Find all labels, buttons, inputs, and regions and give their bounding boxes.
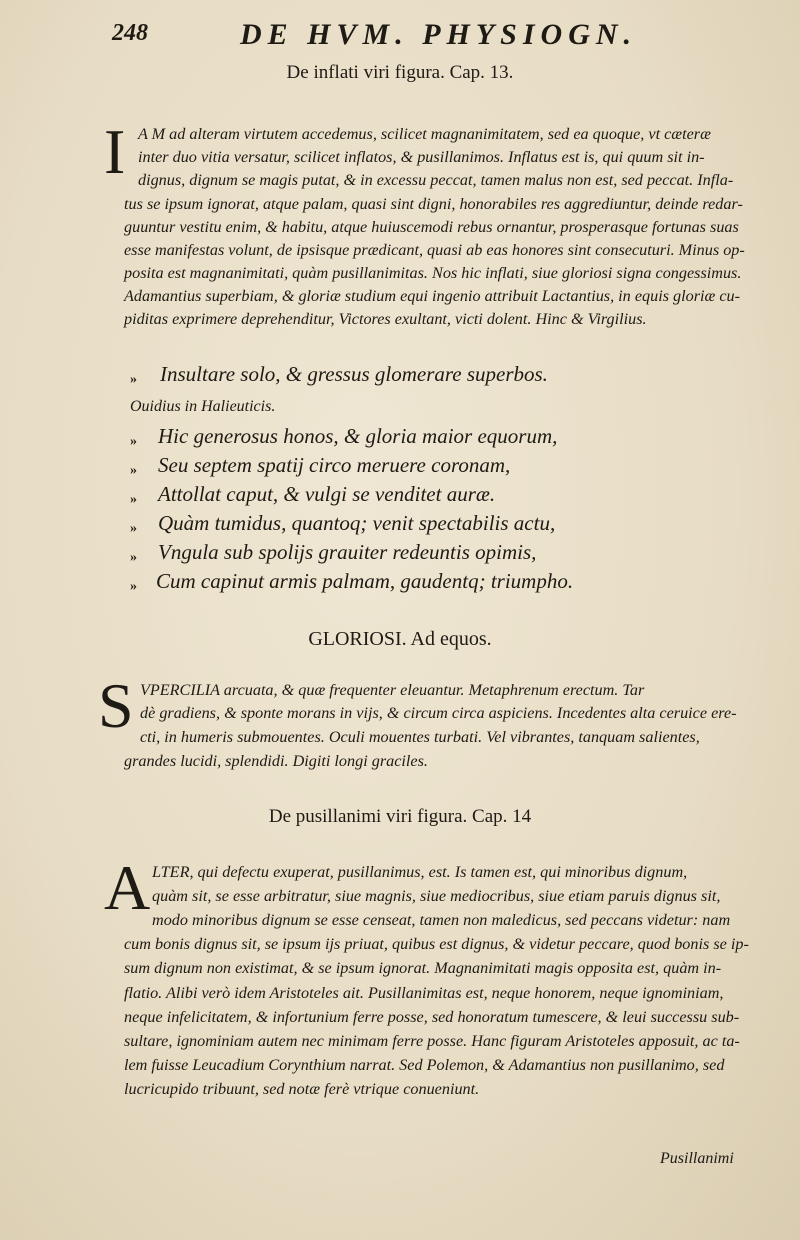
text-line: flatio. Alibi verò idem Aristoteles ait. Pusillanimitas est, neque honorem, neque ignominiam, (124, 984, 724, 1002)
drop-capital: A (104, 852, 151, 923)
verse-line: Quàm tumidus, quantoq; venit spectabilis actu, (158, 511, 556, 535)
catchword: Pusillanimi (660, 1150, 734, 1167)
text-line: LTER, qui defectu exuperat, pusillanimus, est. Is tamen est, qui minoribus dignum, (152, 863, 688, 881)
drop-capital: I (104, 116, 126, 187)
quote-mark: » (130, 492, 137, 507)
verse-line: Seu septem spatij circo meruere coronam, (158, 453, 511, 477)
text-line: sum dignum non existimat, & se ipsum ignorat. Magnanimitati magis opposita est, quàm in- (124, 959, 722, 977)
text-line: neque infelicitatem, & infortunium ferre posse, sed honoratum tumescere, & leui successu sub- (124, 1008, 740, 1026)
text-line: VPERCILIA arcuata, & quæ frequenter eleuantur. Metaphrenum erectum. Tar (140, 681, 645, 699)
text-line: cum bonis dignus sit, se ipsum ijs priuat, quibus est dignus, & videtur peccare, quod bonis se ip- (124, 935, 749, 953)
section-title: GLORIOSI. Ad equos. (308, 628, 492, 650)
quote-mark: » (130, 463, 137, 478)
text-line: dignus, dignum se magis putat, & in excessu peccat, tamen malus non est, sed peccat. Infla- (138, 171, 734, 189)
verse-line: Insultare solo, & gressus glomerare superbos. (160, 362, 548, 386)
page-number: 248 (112, 20, 148, 46)
drop-capital: S (98, 670, 134, 741)
quote-mark: » (130, 579, 137, 594)
quote-mark: » (130, 521, 137, 536)
text-line: A M ad alteram virtutem accedemus, scilicet magnanimitatem, sed ea quoque, vt cæteræ (138, 125, 711, 143)
text-line: guuntur vestitu enim, & habitu, atque huiuscemodi rebus ornantur, prosperasque fortunas suas (124, 218, 739, 236)
chapter-heading: De pusillanimi viri figura. Cap. 14 (268, 806, 532, 827)
text-line: modo minoribus dignum se esse censeat, tamen non maledicus, sed peccans videtur: nam (152, 911, 731, 929)
text-line: cti, in humeris submouentes. Oculi mouentes turbati. Vel vibrantes, tanquam salientes, (140, 728, 700, 746)
text-line: lucricupido tribuunt, sed notæ ferè vtrique conueniunt. (124, 1080, 480, 1098)
verse-line: Cum capinut armis palmam, gaudentq; triumpho. (156, 569, 574, 593)
verse-line: Attollat caput, & vulgi se venditet auræ. (158, 482, 496, 506)
text-line: tus se ipsum ignorat, atque palam, quasi sint digni, honorabiles res aggrediuntur, deinde redar- (124, 195, 743, 213)
running-title: DE HVM. PHYSIOGN. (240, 18, 638, 51)
text-line: posita est magnanimitati, quàm pusillanimitas. Nos hic inflati, siue gloriosi signa congessimus. (124, 264, 742, 282)
text-line: grandes lucidi, splendidi. Digiti longi graciles. (124, 752, 428, 770)
text-line: piditas exprimere deprehenditur, Victores exultant, victi dolent. Hinc & Virgilius. (124, 310, 647, 328)
text-line: Adamantius superbiam, & gloriæ studium equi ingenio attribuit Lactantius, in equis gloriæ cu- (124, 287, 741, 305)
text-line: esse manifestas volunt, de ipsisque prædicant, quasi ab eas honores sint consecuturi. Minus op- (124, 241, 745, 259)
verse-line: Vngula sub spolijs grauiter redeuntis opimis, (158, 540, 537, 564)
running-head (0, 14, 800, 54)
chapter-heading: De inflati viri figura. Cap. 13. (286, 62, 514, 83)
quote-mark: » (130, 434, 137, 449)
text-line: dè gradiens, & sponte morans in vijs, & circum circa aspiciens. Incedentes alta ceruice ere- (140, 704, 737, 722)
quote-mark: » (130, 550, 137, 565)
text-line: sultare, ignominiam autem nec minimam ferre posse. Hanc figuram Aristoteles apposuit, ac ta- (124, 1032, 740, 1050)
verse-source: Ouidius in Halieuticis. (130, 398, 276, 415)
quote-mark: » (130, 372, 137, 387)
verse-line: Hic generosus honos, & gloria maior equorum, (158, 424, 558, 448)
text-line: quàm sit, se esse arbitratur, siue magnis, siue mediocribus, siue etiam paruis dignus sit, (152, 887, 721, 905)
text-line: lem fuisse Leucadium Corynthium narrat. Sed Polemon, & Adamantius non pusillanimo, sed (124, 1056, 725, 1074)
text-line: inter duo vitia versatur, scilicet inflatos, & pusillanimos. Inflatus est is, qui quum sit in- (138, 148, 705, 166)
